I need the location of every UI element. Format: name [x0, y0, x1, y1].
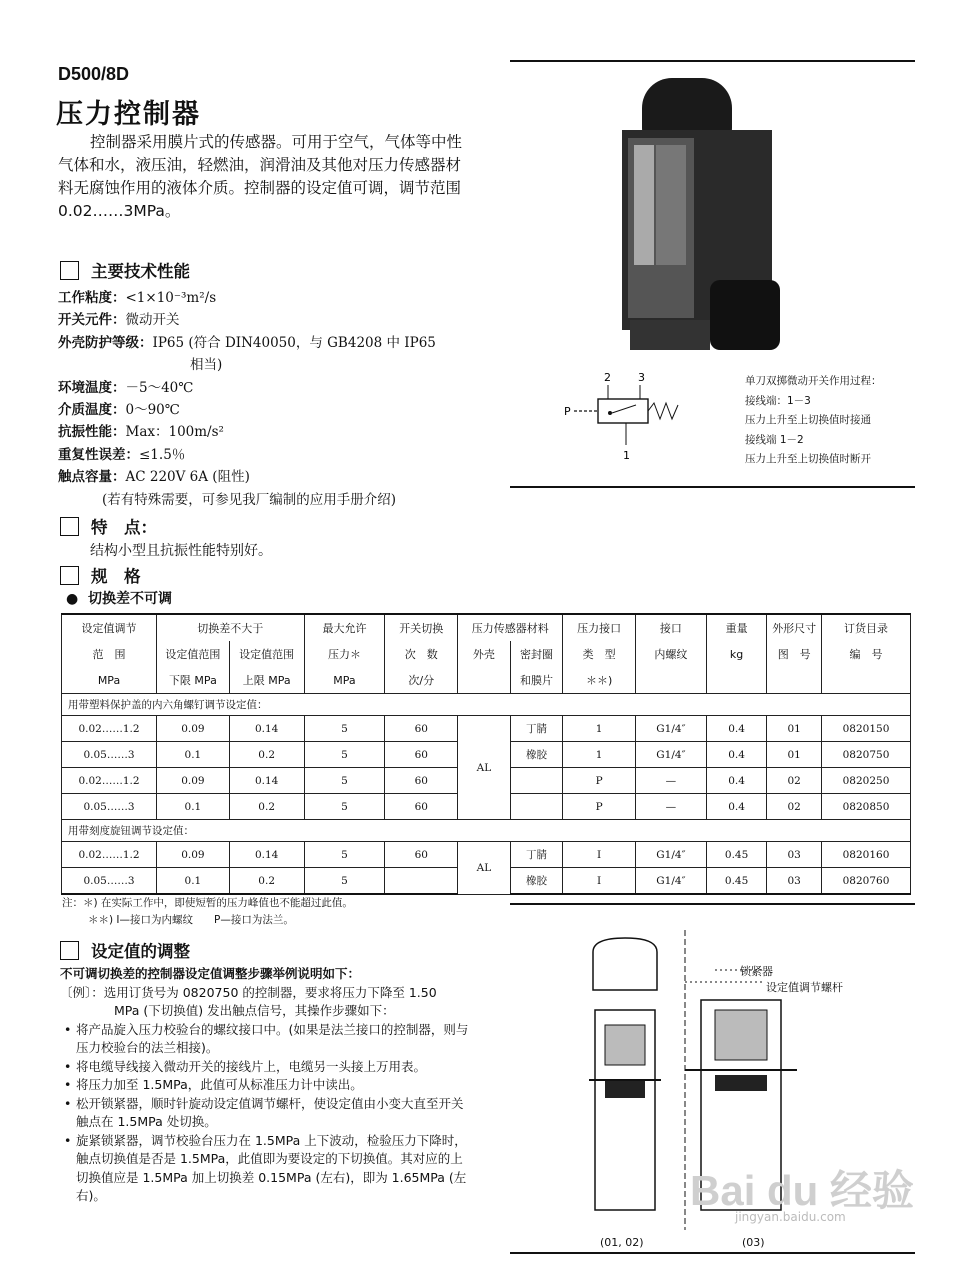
features-text: 结构小型且抗振性能特别好。	[90, 543, 272, 559]
table-header-cell: 编 号	[821, 641, 910, 667]
note-line: 注：＊) 在实际工作中，即使短暂的压力峰值也不能超过此值。	[62, 897, 353, 909]
spec-row	[58, 399, 498, 421]
spec-row	[58, 466, 498, 488]
table-header-cell: 压力传感器材料	[458, 614, 563, 641]
shell-material-cell: AL	[458, 842, 511, 895]
drawing-caption-03: (03)	[742, 1236, 765, 1249]
note-line: ＊＊) I—接口为内螺纹 P—接口为法兰。	[88, 914, 294, 926]
table-header-cell: 外形尺寸	[767, 614, 822, 641]
table-row: 0.05……3 0.1 0.2 5 60 P — 0.4 02 0820850	[62, 794, 911, 820]
checkbox-square-icon	[60, 941, 79, 960]
lock-label: 锁紧器	[740, 965, 773, 978]
table-header-cell: ＊＊)	[563, 667, 636, 694]
table-group-label: 用带刻度旋钮调节设定值：	[62, 820, 911, 842]
product-photo	[610, 70, 790, 360]
section-sizes-heading	[60, 563, 141, 587]
spec-value: <1×10⁻³m²/s	[125, 290, 217, 306]
spec-key: 重复性误差：	[58, 446, 139, 463]
table-header-row	[62, 614, 911, 641]
table-header-cell: 开关切换	[385, 614, 458, 641]
terminal-3-label: 3	[638, 371, 645, 384]
spec-row	[58, 287, 498, 309]
adjust-example: 〔例〕：选用订货号为 0820750 的控制器，要求将压力下降至 1.50	[60, 984, 437, 1000]
table-header-cell: 上限 MPa	[229, 667, 304, 694]
spec-key: 开关元件：	[58, 312, 126, 329]
drawing-top-rule	[510, 903, 915, 905]
adjust-step: • 将产品旋入压力校验台的螺纹接口中。(如果是法兰接口的控制器，则与压力校验台的法兰相接)。	[60, 1021, 470, 1058]
switch-desc-line: 压力上升至上切换值时接通	[745, 414, 871, 426]
spec-row	[58, 444, 498, 466]
table-row: 0.02……1.2 0.09 0.14 5 60 AL 丁腈 1 G1/4″ 0.4 01 0820150	[62, 716, 911, 742]
table-header-cell: 次/分	[385, 667, 458, 694]
bullet-heading: ● 切换差不可调	[66, 591, 172, 607]
spec-table	[61, 613, 911, 895]
table-header-cell: 范 围	[62, 641, 157, 667]
switch-desc-line: 接线端：1－3	[745, 394, 811, 407]
adjust-steps	[60, 965, 470, 1206]
table-header-row	[62, 667, 911, 694]
section-adjust-heading	[60, 938, 190, 962]
table-group-row	[62, 820, 911, 842]
adjust-step: • 松开锁紧器，顺时针旋动设定值调节螺杆，使设定值由小变大直至开关触点在 1.5MPa 处切换。	[60, 1095, 470, 1132]
table-row: 0.05……3 0.1 0.2 5 橡胶 I G1/4″ 0.45 03 0820760	[62, 868, 911, 895]
spec-row	[58, 377, 498, 399]
shell-material-cell: AL	[458, 716, 511, 820]
spec-row	[58, 309, 498, 331]
table-header-cell: 订货目录	[821, 614, 910, 641]
table-header-cell: 压力＊	[304, 641, 385, 667]
watermark-logo: Bai du 经验	[690, 1167, 915, 1214]
drawing-caption-01-02: (01, 02)	[600, 1236, 644, 1249]
terminal-1-label: 1	[623, 449, 630, 462]
top-rule	[510, 60, 915, 62]
spec-value: 0～90℃	[125, 402, 180, 419]
spec-value: ≤1.5％	[139, 446, 186, 463]
spec-value: AC 220V 6A (阻性)	[125, 469, 250, 486]
section-specs-label: 主要技术性能	[91, 262, 190, 281]
table-header-cell: 次 数	[385, 641, 458, 667]
spec-value: 相当)	[190, 357, 223, 374]
spec-key: 环境温度：	[58, 379, 126, 396]
section-features-label: 特 点：	[91, 518, 157, 537]
adjust-step: • 将压力加至 1.5MPa，此值可从标准压力计中读出。	[60, 1076, 470, 1095]
adjust-lead: 不可调切换差的控制器设定值调整步骤举例说明如下：	[60, 966, 361, 981]
switch-schematic	[560, 365, 740, 465]
table-header-cell: 最大允许	[304, 614, 385, 641]
spec-key: 抗振性能：	[58, 424, 126, 441]
adjust-example: MPa (下切换值) 发出触点信号，其操作步骤如下：	[114, 1003, 395, 1018]
spec-value: Max：100m/s²	[125, 424, 224, 441]
table-header-cell: 设定值范围	[229, 641, 304, 667]
table-header-cell: 设定值调节	[62, 614, 157, 641]
checkbox-square-icon	[60, 517, 79, 536]
table-header-cell: kg	[706, 641, 767, 667]
spec-key: 外壳防护等级：	[58, 334, 153, 351]
spec-value: －5～40℃	[125, 379, 194, 396]
table-group-label: 用带塑料保护盖的内六角螺钉调节设定值：	[62, 694, 911, 716]
table-group-row	[62, 694, 911, 716]
adjust-step: • 将电缆导线接入微动开关的接线片上，电缆另一头接上万用表。	[60, 1058, 470, 1077]
spec-key: 介质温度：	[58, 402, 126, 419]
mid-rule	[510, 486, 915, 488]
table-header-cell: 类 型	[563, 641, 636, 667]
switch-description	[745, 372, 882, 470]
spec-list	[58, 287, 498, 511]
table-header-cell: 和膜片	[510, 667, 563, 694]
section-specs-heading	[60, 258, 190, 282]
section-adjust-label: 设定值的调整	[91, 942, 190, 961]
table-header-cell: MPa	[62, 667, 157, 694]
spec-row	[58, 421, 498, 443]
adjust-screw-label: 设定值调节螺杆	[766, 981, 843, 994]
table-header-cell: 外壳	[458, 641, 511, 667]
table-header-cell: 重量	[706, 614, 767, 641]
table-header-cell: 接口	[636, 614, 707, 641]
spec-note: (若有特殊需要，可参见我厂编制的应用手册介绍)	[102, 491, 397, 508]
checkbox-square-icon	[60, 566, 79, 585]
switch-desc-line: 接线端 1－2	[745, 433, 804, 446]
table-row: 0.02……1.2 0.09 0.14 5 60 P — 0.4 02 0820250	[62, 768, 911, 794]
page-title: 压力控制器	[56, 99, 201, 130]
table-header-cell: 内螺纹	[636, 641, 707, 667]
table-header-cell: MPa	[304, 667, 385, 694]
section-features-heading	[60, 514, 157, 538]
table-header-cell: 压力接口	[563, 614, 636, 641]
switch-desc-line: 单刀双掷微动开关作用过程：	[745, 375, 882, 387]
table-header-cell: 密封圈	[510, 641, 563, 667]
section-sizes-label: 规 格	[91, 567, 141, 586]
table-notes	[62, 895, 353, 929]
switch-desc-line: 压力上升至上切换值时断开	[745, 453, 871, 465]
adjust-step: • 旋紧锁紧器，调节校验台压力在 1.5MPa 上下波动，检验压力下降时，触点切换值是否是 1.5MPa，此值即为要设定的下切换值。其对应的上切换值应是 1.5MPa 加上切换差 0.15MPa (左右)，即为 1.65MPa (左右)。	[60, 1132, 470, 1206]
spec-value: 微动开关	[125, 312, 180, 329]
spec-row	[58, 354, 498, 376]
table-row: 0.02……1.2 0.09 0.14 5 60 AL 丁腈 I G1/4″ 0.45 03 0820160	[62, 842, 911, 868]
model-number: D500/8D	[58, 64, 130, 84]
checkbox-square-icon	[60, 261, 79, 280]
pressure-port-label: P	[564, 405, 571, 418]
intro-paragraph: 控制器采用膜片式的传感器。可用于空气，气体等中性气体和水，液压油，轻燃油，润滑油及其他对压力传感器材料无腐蚀作用的液体介质。控制器的设定值可调，调节范围 0.02……3MPa。	[58, 133, 463, 220]
table-header-row	[62, 641, 911, 667]
terminal-2-label: 2	[604, 371, 611, 384]
spec-value: IP65 (符合 DIN40050，与 GB4208 中 IP65	[152, 334, 436, 351]
watermark-url: jingyan.baidu.com	[735, 1210, 846, 1224]
table-row: 0.05……3 0.1 0.2 5 60 橡胶 1 G1/4″ 0.4 01 0820750	[62, 742, 911, 768]
table-header-cell: 图 号	[767, 641, 822, 667]
spec-key: 触点容量：	[58, 469, 126, 486]
drawing-bottom-rule	[510, 1252, 915, 1254]
bullet-heading-label: 切换差不可调	[87, 591, 172, 607]
table-header-cell: 设定值范围	[157, 641, 230, 667]
table-header-cell: 下限 MPa	[157, 667, 230, 694]
table-header-cell: 切换差不大于	[157, 614, 305, 641]
spec-row	[58, 332, 498, 354]
spec-key: 工作粘度：	[58, 290, 126, 306]
